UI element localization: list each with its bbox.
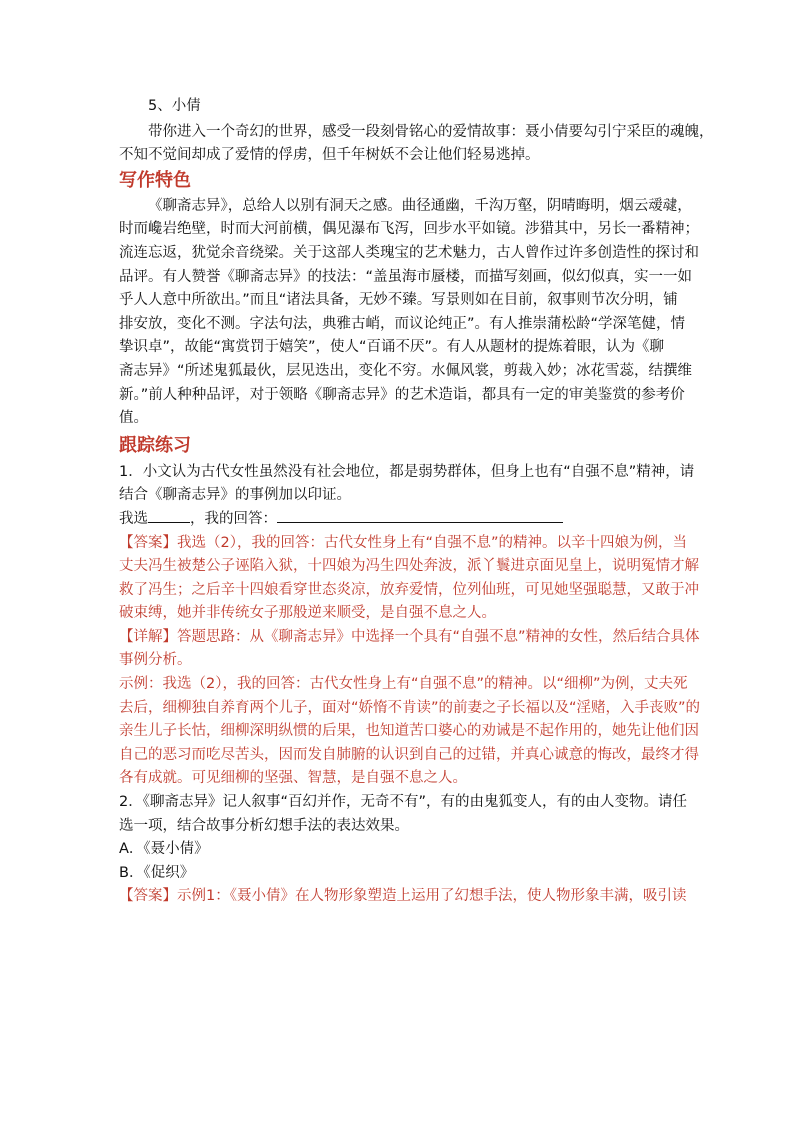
- answer-line: [119, 885, 687, 909]
- question-2-line: 选一项，结合故事分析幻想手法的表达效果。: [119, 817, 409, 834]
- paragraph-line: 乎人人意中所欲出。”而且“诸法具备，无妙不臻。写景则如在目前，叙事则节次分明，铺: [119, 292, 678, 309]
- paragraph-line: 值。: [119, 410, 148, 427]
- paragraph-line: 挚识卓”，故能“寓赏罚于嬉笑”，使人“百诵不厌”。有人从题材的提炼着眼，认为《聊: [119, 339, 665, 356]
- writing-features-paragraph: [119, 195, 699, 431]
- paragraph-line: 《聊斋志异》，总给人以别有洞天之感。曲径通幽，千沟万壑，阴晴晦明，烟云叆叇，: [148, 197, 692, 214]
- detail-tag: 【详解】: [119, 628, 177, 645]
- option-b: B．《促织》: [119, 864, 195, 881]
- practice-heading: 跟踪练习: [119, 434, 191, 456]
- answer-line: [119, 532, 687, 556]
- paragraph-line: 排安放，变化不测。字法句法，典雅古峭，而议论纯正”。有人推崇蒲松龄“学深笔健，情: [119, 315, 686, 332]
- answer-line: 丈夫冯生被楚公子诬陷入狱，十四娘为冯生四处奔波，派丫鬟进京面见皇上，说明冤情才解: [119, 558, 699, 575]
- detail-line: 自己的恶习而吃尽苦头，因而发自肺腑的认识到自己的过错，并真心诚意的悔改，最终才得: [119, 746, 699, 763]
- section5-line-1: 带你进入一个奇幻的世界，感受一段刻骨铭心的爱情故事：聂小倩要勾引宁采臣的魂魄，: [148, 123, 714, 140]
- answer-text: 示例1：《聂小倩》在人物形象塑造上运用了幻想手法，使人物形象丰满，吸引读: [177, 888, 687, 905]
- answer-tag: 【答案】: [119, 534, 177, 551]
- answer-line: 救了冯生；之后辛十四娘看穿世态炎凉，放弃爱情，位列仙班，可见她坚强聪慧，又敢于冲: [119, 581, 699, 598]
- question-1-line: 结合《聊斋志异》的事例加以印证。: [119, 487, 351, 504]
- detail-line: 事例分析。: [119, 652, 192, 669]
- detail-line: 示例：我选（2），我的回答：古代女性身上有“自强不息”的精神。以“细柳”为例，丈夫死: [119, 676, 688, 693]
- writing-features-heading: 写作特色: [119, 169, 191, 191]
- question-1: [119, 461, 701, 791]
- paragraph-line: 时而巉岩绝壁，时而大河前横，偶见瀑布飞泻，回步水平如镜。涉猎其中，另长一番精神；: [119, 221, 699, 238]
- paragraph-line: 品评。有人赞誉《聊斋志异》的技法：“盖虽海市蜃楼，而描写刻画，似幻似真，实一一如: [119, 268, 693, 285]
- paragraph-line: 新。”前人种种品评，对于领略《聊斋志异》的艺术造诣，都具有一定的审美鉴赏的参考价: [119, 386, 685, 403]
- question-2-line: 2．《聊斋志异》记人叙事“百幻并作，无奇不有”，有的由鬼狐变人，有的由人变物。请任: [119, 794, 687, 811]
- fill-middle: ，我的回答：: [190, 510, 277, 527]
- option-a: A．《聂小倩》: [119, 841, 209, 858]
- question-1-line: 1．小文认为古代女性虽然没有社会地位，都是弱势群体，但身上也有“自强不息”精神，请: [119, 463, 695, 480]
- answer-text: 我选（2），我的回答：古代女性身上有“自强不息”的精神。以辛十四娘为例，当: [177, 534, 687, 551]
- document-page: [119, 95, 714, 909]
- answer-blank[interactable]: [277, 508, 563, 523]
- paragraph-line: 斋志异》“所述鬼狐最伙，层见迭出，变化不穷。水佩风裳，剪裁入妙；冰花雪蕊，结撰维: [119, 362, 693, 379]
- choice-blank[interactable]: [148, 508, 190, 523]
- paragraph-line: 流连忘返，犹觉余音绕梁。关于这部人类瑰宝的艺术魅力，古人曾作过许多创造性的探讨和: [119, 244, 699, 261]
- detail-text: 答题思路：从《聊斋志异》中选择一个具有“自强不息”精神的女性，然后结合具体: [177, 628, 700, 645]
- question-2: [119, 791, 687, 909]
- section5-title: 5、小倩: [148, 98, 201, 114]
- section5-line-2: 不知不觉间却成了爱情的俘虏，但千年树妖不会让他们轻易逃掉。: [119, 147, 540, 164]
- question-1-fill-line: [119, 508, 679, 532]
- detail-line: 去后，细柳独自养育两个儿子，面对“娇惰不肯读”的前妻之子长福以及“淫赌，入手丧败”的: [119, 699, 701, 716]
- detail-line: 亲生儿子长怙，细柳深明纵惯的后果，也知道苦口婆心的劝诫是不起作用的，她先让他们因: [119, 723, 699, 740]
- detail-line: [119, 626, 700, 650]
- fill-prefix: 我选: [119, 510, 148, 527]
- answer-tag: 【答案】: [119, 888, 177, 905]
- detail-line: 各有成就。可见细柳的坚强、智慧，是自强不息之人。: [119, 770, 467, 787]
- answer-line: 破束缚，她并非传统女子那般逆来顺受，是自强不息之人。: [119, 605, 496, 622]
